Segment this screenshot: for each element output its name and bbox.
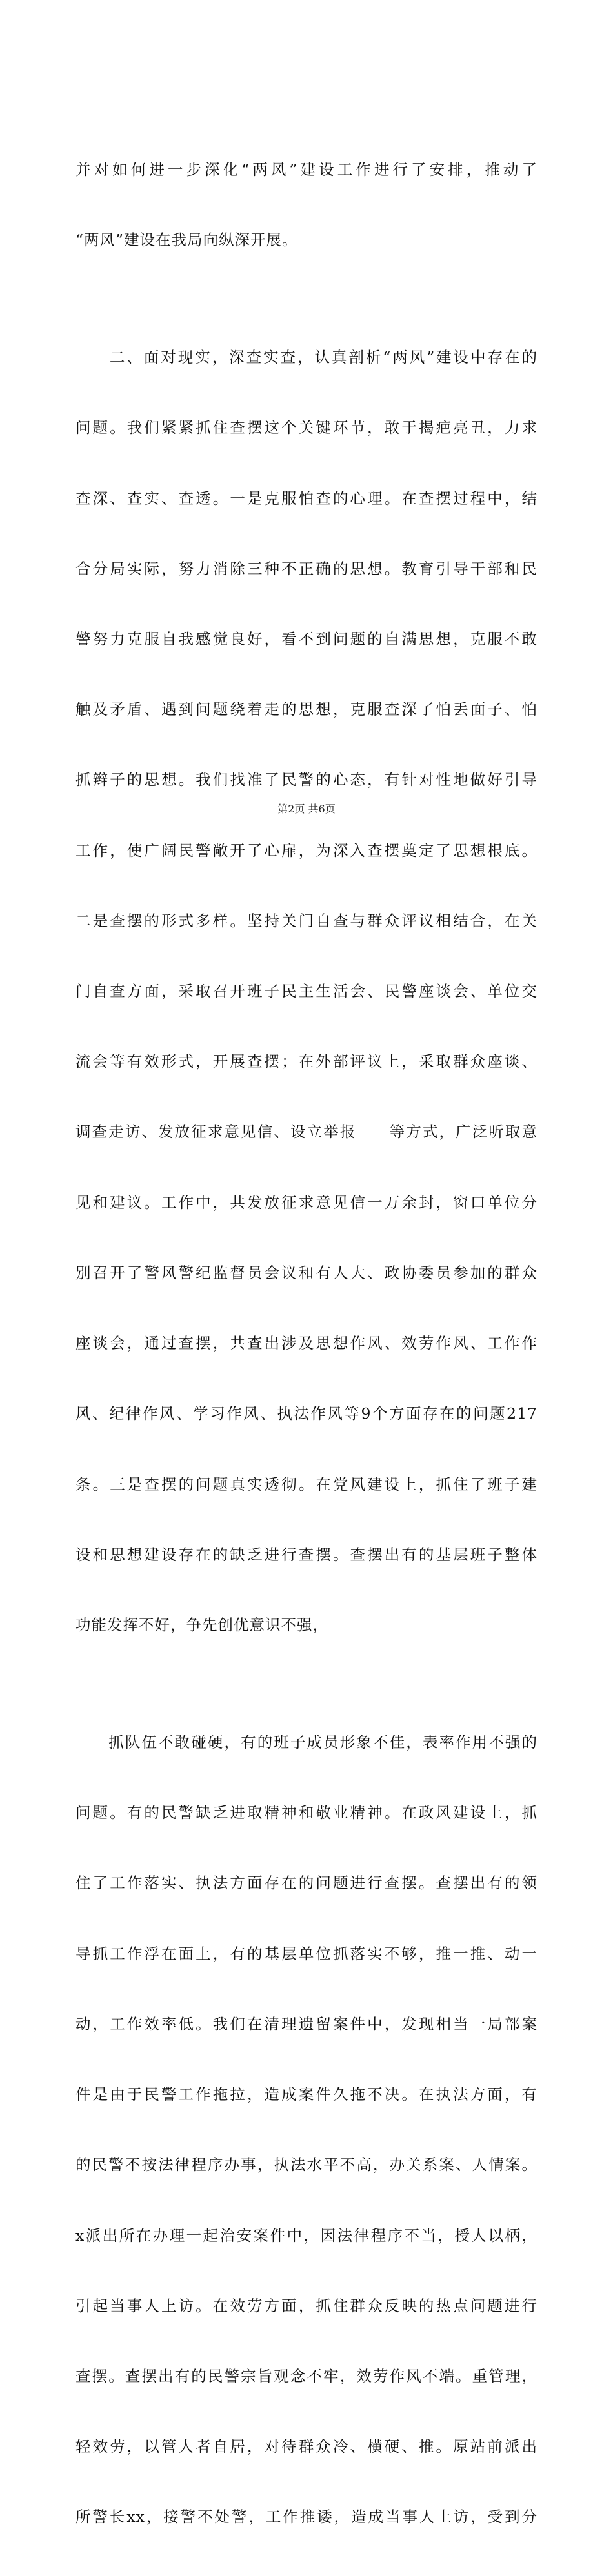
text-line: 二、面对现实，深查实查，认真剖析“两风”建设中存在的 [75, 348, 538, 367]
text-line: 查摆。查摆出有的民警宗旨观念不牢，效劳作风不端。重管理， [75, 2367, 538, 2385]
document-body [75, 111, 538, 2576]
text-line: 座谈会，通过查摆，共查出涉及思想作风、效劳作风、工作作 [75, 1334, 538, 1353]
paragraph-3 [75, 1684, 538, 2575]
text-line: x派出所在办理一起治安案件中，因法律程序不当，授人以柄， [75, 2226, 538, 2245]
paragraph-2 [75, 299, 538, 1684]
text-line: 住了工作落实、执法方面存在的问题进行查摆。查摆出有的领 [75, 1874, 538, 1893]
text-line: 调查走访、发放征求意见信、设立举报 等方式，广泛听取意 [75, 1123, 538, 1141]
text-line: 查深、查实、查透。一是克服怕查的心理。在查摆过程中，结 [75, 489, 538, 507]
text-line: 所警长xx，接警不处警，工作推诿，造成当事人上访，受到分 [75, 2508, 538, 2526]
text-line: 二是查摆的形式多样。坚持关门自查与群众评议相结合，在关 [75, 911, 538, 930]
text-line: 合分局实际，努力消除三种不正确的思想。教育引导干部和民 [75, 559, 538, 578]
text-line: 引起当事人上访。在效劳方面，抓住群众反映的热点问题进行 [75, 2296, 538, 2315]
text-line: 功能发挥不好，争先创优意识不强， [75, 1616, 328, 1634]
text-line: 动，工作效率低。我们在清理遗留案件中，发现相当一局部案 [75, 2014, 538, 2033]
text-line: 导抓工作浮在面上，有的基层单位抓落实不够，推一推、动一 [75, 1944, 538, 1963]
text-line: “两风”建设在我局向纵深开展。 [75, 231, 298, 250]
text-line: 问题。有的民警缺乏进取精神和敬业精神。在政风建设上，抓 [75, 1804, 538, 1822]
text-line: 抓队伍不敢碰硬，有的班子成员形象不佳，表率作用不强的 [75, 1733, 538, 1752]
text-line: 别召开了警风警纪监督员会议和有人大、政协委员参加的群众 [75, 1263, 538, 1282]
text-line: 工作，使广阔民警敞开了心扉，为深入查摆奠定了思想根底。 [75, 841, 538, 860]
text-line: 问题。我们紧紧抓住查摆这个关键环节，敢于揭疤亮丑，力求 [75, 418, 538, 437]
text-line: 抓辫子的思想。我们找准了民警的心态，有针对性地做好引导 [75, 771, 538, 789]
text-line: 条。三是查摆的问题真实透彻。在党风建设上，抓住了班子建 [75, 1475, 538, 1493]
text-line: 的民警不按法律程序办事，执法水平不高，办关系案、人情案。 [75, 2156, 538, 2174]
paragraph-1 [75, 111, 538, 299]
text-line: 并对如何进一步深化“两风”建设工作进行了安排，推动了 [75, 160, 538, 179]
text-line: 见和建议。工作中，共发放征求意见信一万余封，窗口单位分 [75, 1193, 538, 1212]
text-line: 门自查方面，采取召开班子民主生活会、民警座谈会、单位交 [75, 982, 538, 1001]
page-footer [0, 801, 613, 816]
text-line: 件是由于民警工作拖拉，造成案件久拖不决。在执法方面，有 [75, 2085, 538, 2104]
text-line: 风、纪律作风、学习作风、执法作风等9个方面存在的问题217 [75, 1404, 538, 1423]
text-line: 轻效劳，以管人者自居，对待群众冷、横硬、推。原站前派出 [75, 2437, 538, 2456]
text-line: 警努力克服自我感觉良好，看不到问题的自满思想，克服不敢 [75, 629, 538, 648]
page-number-label: 第2页 共6页 [277, 803, 336, 815]
text-line: 流会等有效形式，开展查摆；在外部评议上，采取群众座谈、 [75, 1052, 538, 1071]
text-line: 触及矛盾、遇到问题绕着走的思想，克服查深了怕丢面子、怕 [75, 700, 538, 719]
text-line: 设和思想建设存在的缺乏进行查摆。查摆出有的基层班子整体 [75, 1545, 538, 1564]
